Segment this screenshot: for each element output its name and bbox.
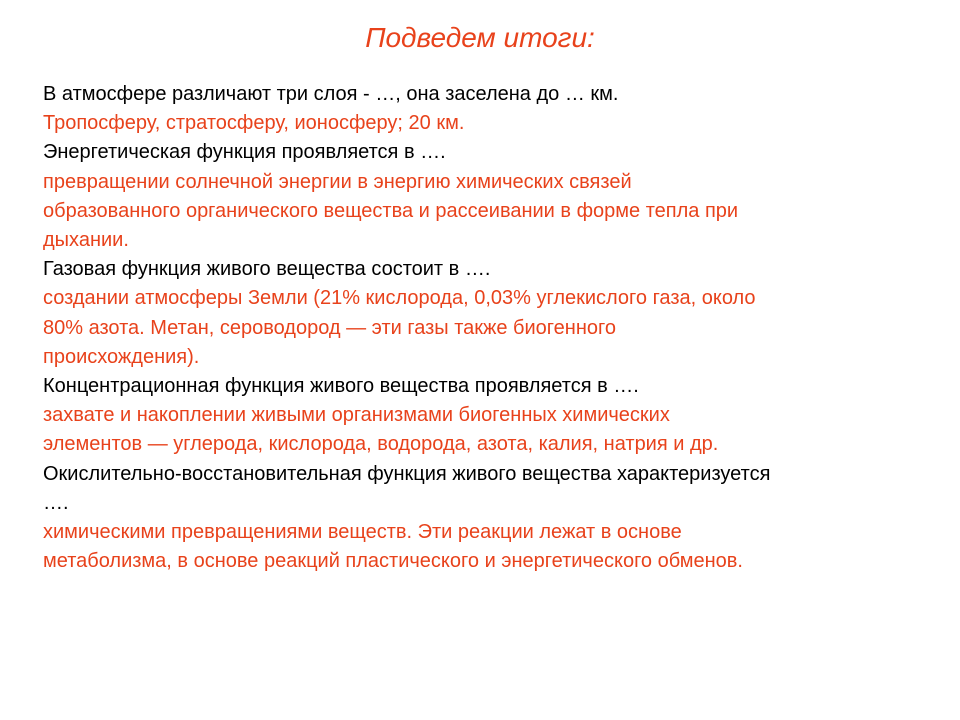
question-line: В атмосфере различают три слоя - …, она заселена до … км. [43,83,619,105]
question-line: …. [43,491,69,514]
answer-line: происхождения). [43,345,200,368]
question-line: Концентрационная функция живого вещества проявляется в …. [43,375,639,398]
answer-line: химическими превращениями веществ. Эти реакции лежат в основе [43,521,682,544]
answer-line: элементов — углерода, кислорода, водорода, азота, калия, натрия и др. [43,433,719,456]
answer-line: метаболизма, в основе реакций пластического и энергетического обменов. [43,550,743,573]
question-line: Газовая функция живого вещества состоит в …. [43,258,491,281]
answer-line: Тропосферу, стратосферу, ионосферу; 20 км. [43,112,465,135]
answer-line: превращении солнечной энергии в энергию химических связей [43,170,632,193]
slide-content [43,80,923,576]
question-line: Энергетическая функция проявляется в …. [43,141,446,164]
answer-line: 80% азота. Метан, сероводород — эти газы также биогенного [43,316,616,339]
question-line: Окислительно-восстановительная функция живого вещества характеризуется [43,462,771,485]
answer-line: дыхании. [43,229,129,252]
slide-title: Подведем итоги: [365,22,595,53]
answer-line: образованного органического вещества и рассеивании в форме тепла при [43,199,739,222]
answer-line: захвате и накоплении живыми организмами биогенных химических [43,404,670,427]
answer-line: создании атмосферы Земли (21% кислорода, 0,03% углекислого газа, около [43,287,756,310]
